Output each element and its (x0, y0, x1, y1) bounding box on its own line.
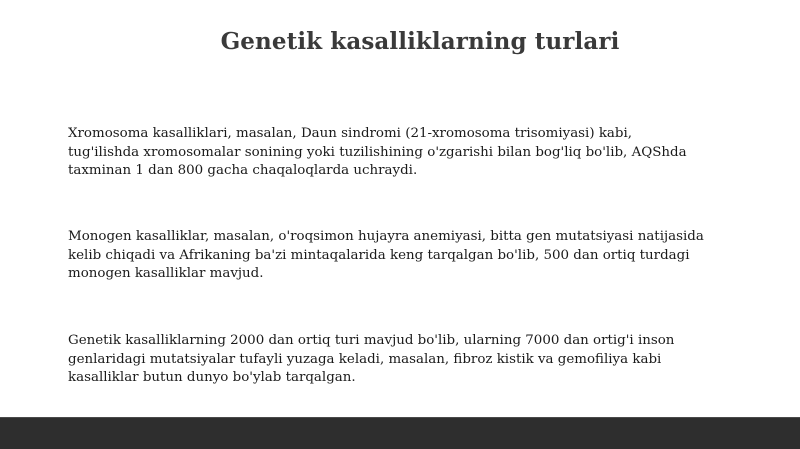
slide-title: Genetik kasalliklarning turlari (220, 28, 620, 55)
paragraph-monogenic-diseases: Monogen kasalliklar, masalan, o'roqsimon hujayra anemiyasi, bitta gen mutatsiyasi natijasida kelib chiqadi va Afrikaning ba'zi mintaqalarida keng tarqalgan bo'lib, 500 dan ortiq turdagi monogen kasalliklar mavjud. (68, 229, 704, 281)
paragraph-genetic-disease-types: Genetik kasalliklarning 2000 dan ortiq turi mavjud bo'lib, ularning 7000 dan ortig'i inson genlaridagi mutatsiyalar tufayli yuzaga keladi, masalan, fibroz kistik va gemofiliya kabi kasalliklar butun dunyo bo'ylab tarqalgan. (68, 333, 675, 385)
paragraph-chromosomal-diseases: Xromosoma kasalliklari, masalan, Daun sindromi (21-xromosoma trisomiyasi) kabi, tug'ilishda xromosomalar sonining yoki tuzilishining o'zgarishi bilan bog'liq bo'lib, AQShda taxminan 1 dan 800 gacha chaqaloqlarda uchraydi. (68, 126, 687, 178)
footer-bar (0, 417, 800, 449)
